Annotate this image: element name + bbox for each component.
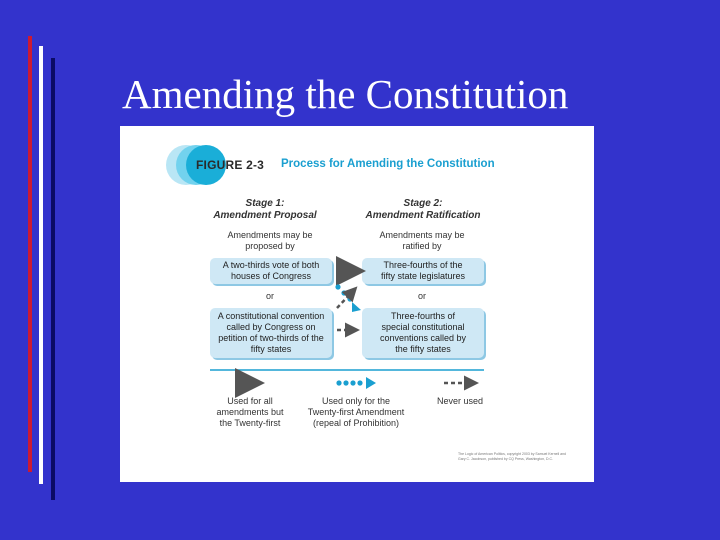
stage2-heading: Stage 2: Amendment Ratification	[365, 198, 481, 221]
figure-credit: The Logic of American Politics, copyright 2003 by Samuel Kernell and Gary C. Jacobson, published by CQ Press, Washington, D.C.	[458, 452, 566, 461]
stage1-intro: Amendments may be proposed by	[227, 230, 313, 251]
figure-title: Process for Amending the Constitution	[281, 158, 495, 170]
dotted-arrow	[335, 284, 361, 312]
stage1-heading: Stage 1: Amendment Proposal	[213, 198, 317, 221]
slide-title: Amending the Constitution	[122, 71, 569, 117]
ratification-box-conventions: Three-fourths of special constitutional conventions called by the fifty states	[362, 308, 484, 358]
legend-solid-label: Used for all amendments but the Twenty-first	[216, 396, 284, 428]
ratification-box-legislatures: Three-fourths of the fifty state legislatures	[362, 258, 484, 284]
legend-dashed-label: Never used	[436, 396, 484, 406]
stage2-intro: Amendments may be ratified by	[379, 230, 465, 251]
legend-dotted-arrow	[336, 377, 376, 389]
legend-dotted-label: Used only for the Twenty-first Amendment (repeal of Prohibition)	[307, 396, 405, 428]
or-label: or	[265, 291, 274, 301]
or-label: or	[417, 291, 426, 301]
proposal-box-convention: A constitutional convention called by Congress on petition of two-thirds of the fifty states	[210, 308, 332, 358]
figure-label: FIGURE 2-3	[196, 158, 265, 172]
proposal-box-congress: A two-thirds vote of both houses of Congress	[210, 258, 332, 284]
